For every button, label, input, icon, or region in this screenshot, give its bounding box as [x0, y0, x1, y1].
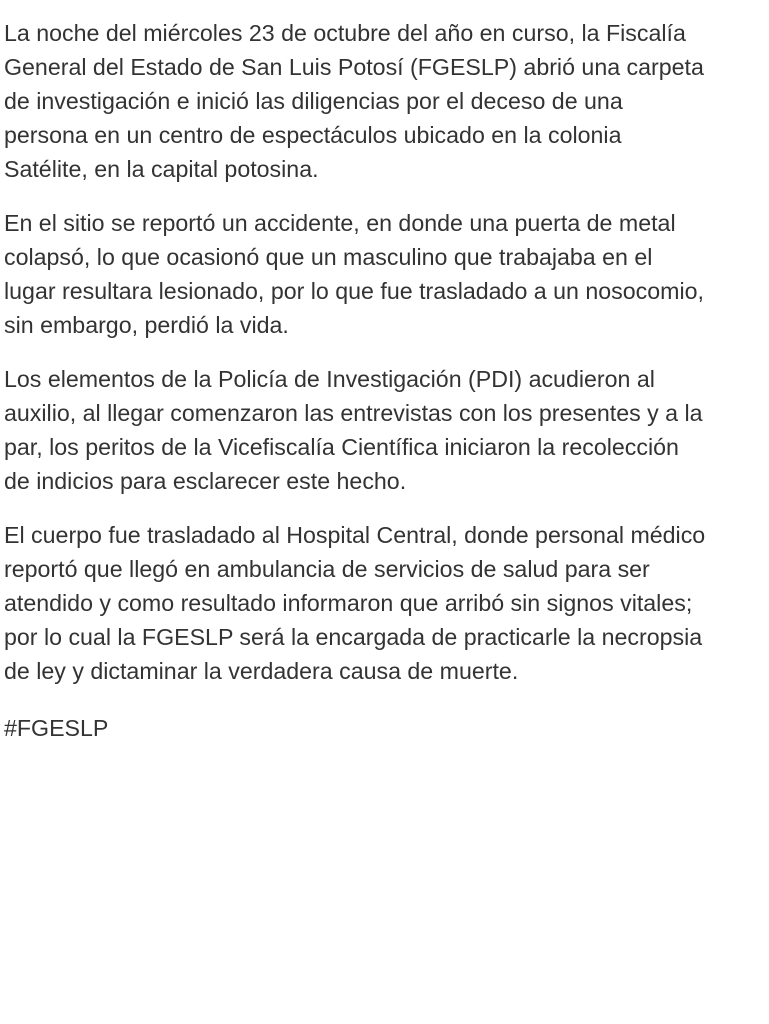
text-line: La noche del miércoles 23 de octubre del año en curso, la Fiscalía: [4, 20, 686, 46]
text-line: por lo cual la FGESLP será la encargada de practicarle la necropsia: [4, 624, 703, 650]
paragraph-4: [4, 518, 767, 688]
text-line: atendido y como resultado informaron que arribó sin signos vitales;: [4, 590, 693, 616]
text-line: de ley y dictaminar la verdadera causa de muerte.: [4, 658, 519, 684]
text-line: En el sitio se reportó un accidente, en donde una puerta de metal: [4, 210, 676, 236]
text-line: Satélite, en la capital potosina.: [4, 156, 319, 182]
text-line: de indicios para esclarecer este hecho.: [4, 468, 407, 494]
text-line: auxilio, al llegar comenzaron las entrevistas con los presentes y a la: [4, 400, 703, 426]
article-body: [4, 0, 767, 765]
text-line: colapsó, lo que ocasionó que un masculino que trabajaba en el: [4, 244, 653, 270]
text-line: El cuerpo fue trasladado al Hospital Central, donde personal médico: [4, 522, 706, 548]
text-line: sin embargo, perdió la vida.: [4, 312, 289, 338]
text-line: par, los peritos de la Vicefiscalía Científica iniciaron la recolección: [4, 434, 679, 460]
text-line: de investigación e inició las diligencias por el deceso de una: [4, 88, 623, 114]
paragraph-1: [4, 16, 767, 186]
text-line: Los elementos de la Policía de Investigación (PDI) acudieron al: [4, 366, 655, 392]
paragraph-2: [4, 206, 767, 342]
text-line: General del Estado de San Luis Potosí (FGESLP) abrió una carpeta: [4, 54, 704, 80]
paragraph-3: [4, 362, 767, 498]
text-line: reportó que llegó en ambulancia de servicios de salud para ser: [4, 556, 650, 582]
hashtag[interactable]: #FGESLP: [4, 715, 109, 741]
text-line: lugar resultara lesionado, por lo que fue trasladado a un nosocomio,: [4, 278, 704, 304]
text-line: persona en un centro de espectáculos ubicado en la colonia: [4, 122, 622, 148]
